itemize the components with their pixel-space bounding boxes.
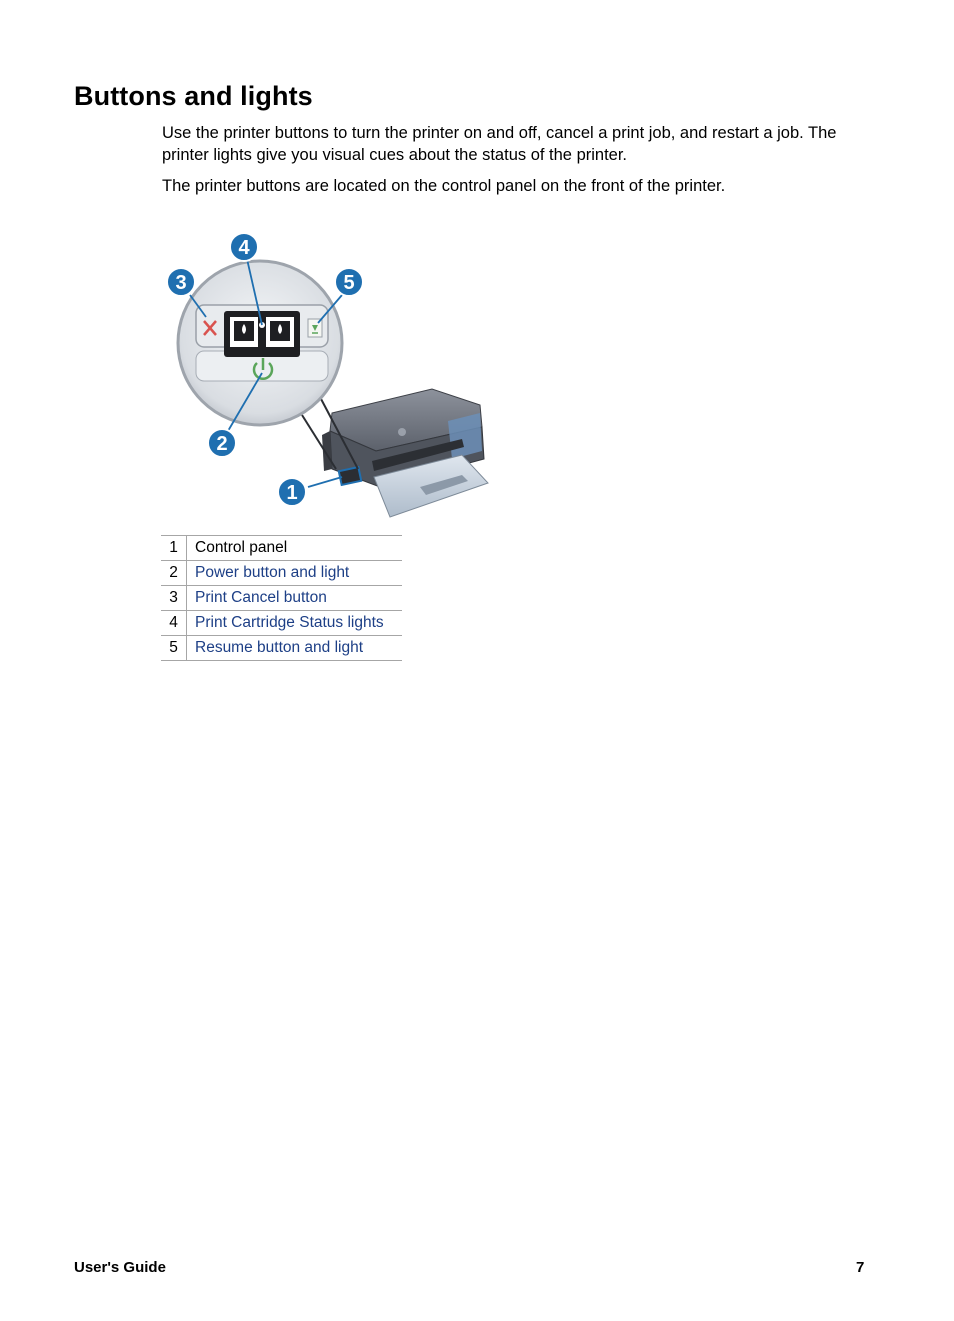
footer-page-number: 7 (856, 1259, 865, 1276)
print-cancel-button-link[interactable]: Print Cancel button (195, 589, 327, 606)
svg-text:4: 4 (238, 237, 250, 259)
legend-number: 2 (161, 561, 187, 586)
callout-5 (335, 268, 363, 296)
legend-number: 5 (161, 636, 187, 661)
legend-number: 4 (161, 611, 187, 636)
svg-text:5: 5 (343, 272, 355, 294)
svg-text:3: 3 (175, 272, 187, 294)
table-row (161, 611, 402, 636)
legend-number: 3 (161, 586, 187, 611)
legend-label-control-panel: Control panel (187, 536, 403, 561)
printer-illustration-svg (162, 225, 492, 525)
control-panel-magnifier (178, 261, 342, 425)
intro-paragraph: Use the printer buttons to turn the printer on and off, cancel a print job, and restart a job. The printer lights give you visual cues about the status of the printer. (162, 124, 837, 164)
callout-4 (230, 233, 258, 261)
table-row (161, 636, 402, 661)
callout-legend-table (161, 535, 402, 661)
table-row (161, 536, 402, 561)
table-row (161, 561, 402, 586)
resume-button-link[interactable]: Resume button and light (195, 639, 364, 656)
printer-body (322, 389, 488, 517)
print-cartridge-status-lights-link[interactable]: Print Cartridge Status lights (195, 614, 384, 631)
svg-text:2: 2 (216, 433, 228, 455)
printer-control-panel-illustration (162, 225, 492, 525)
page-title: Buttons and lights (74, 81, 313, 111)
callout-1 (278, 478, 306, 506)
footer-guide-name: User's Guide (74, 1259, 166, 1276)
callout-2 (208, 429, 236, 457)
location-paragraph: The printer buttons are located on the control panel on the front of the printer. (162, 177, 726, 195)
legend-number: 1 (161, 536, 187, 561)
callout-3 (167, 268, 195, 296)
svg-text:1: 1 (286, 482, 298, 504)
table-row (161, 586, 402, 611)
power-button-link[interactable]: Power button and light (195, 564, 350, 581)
